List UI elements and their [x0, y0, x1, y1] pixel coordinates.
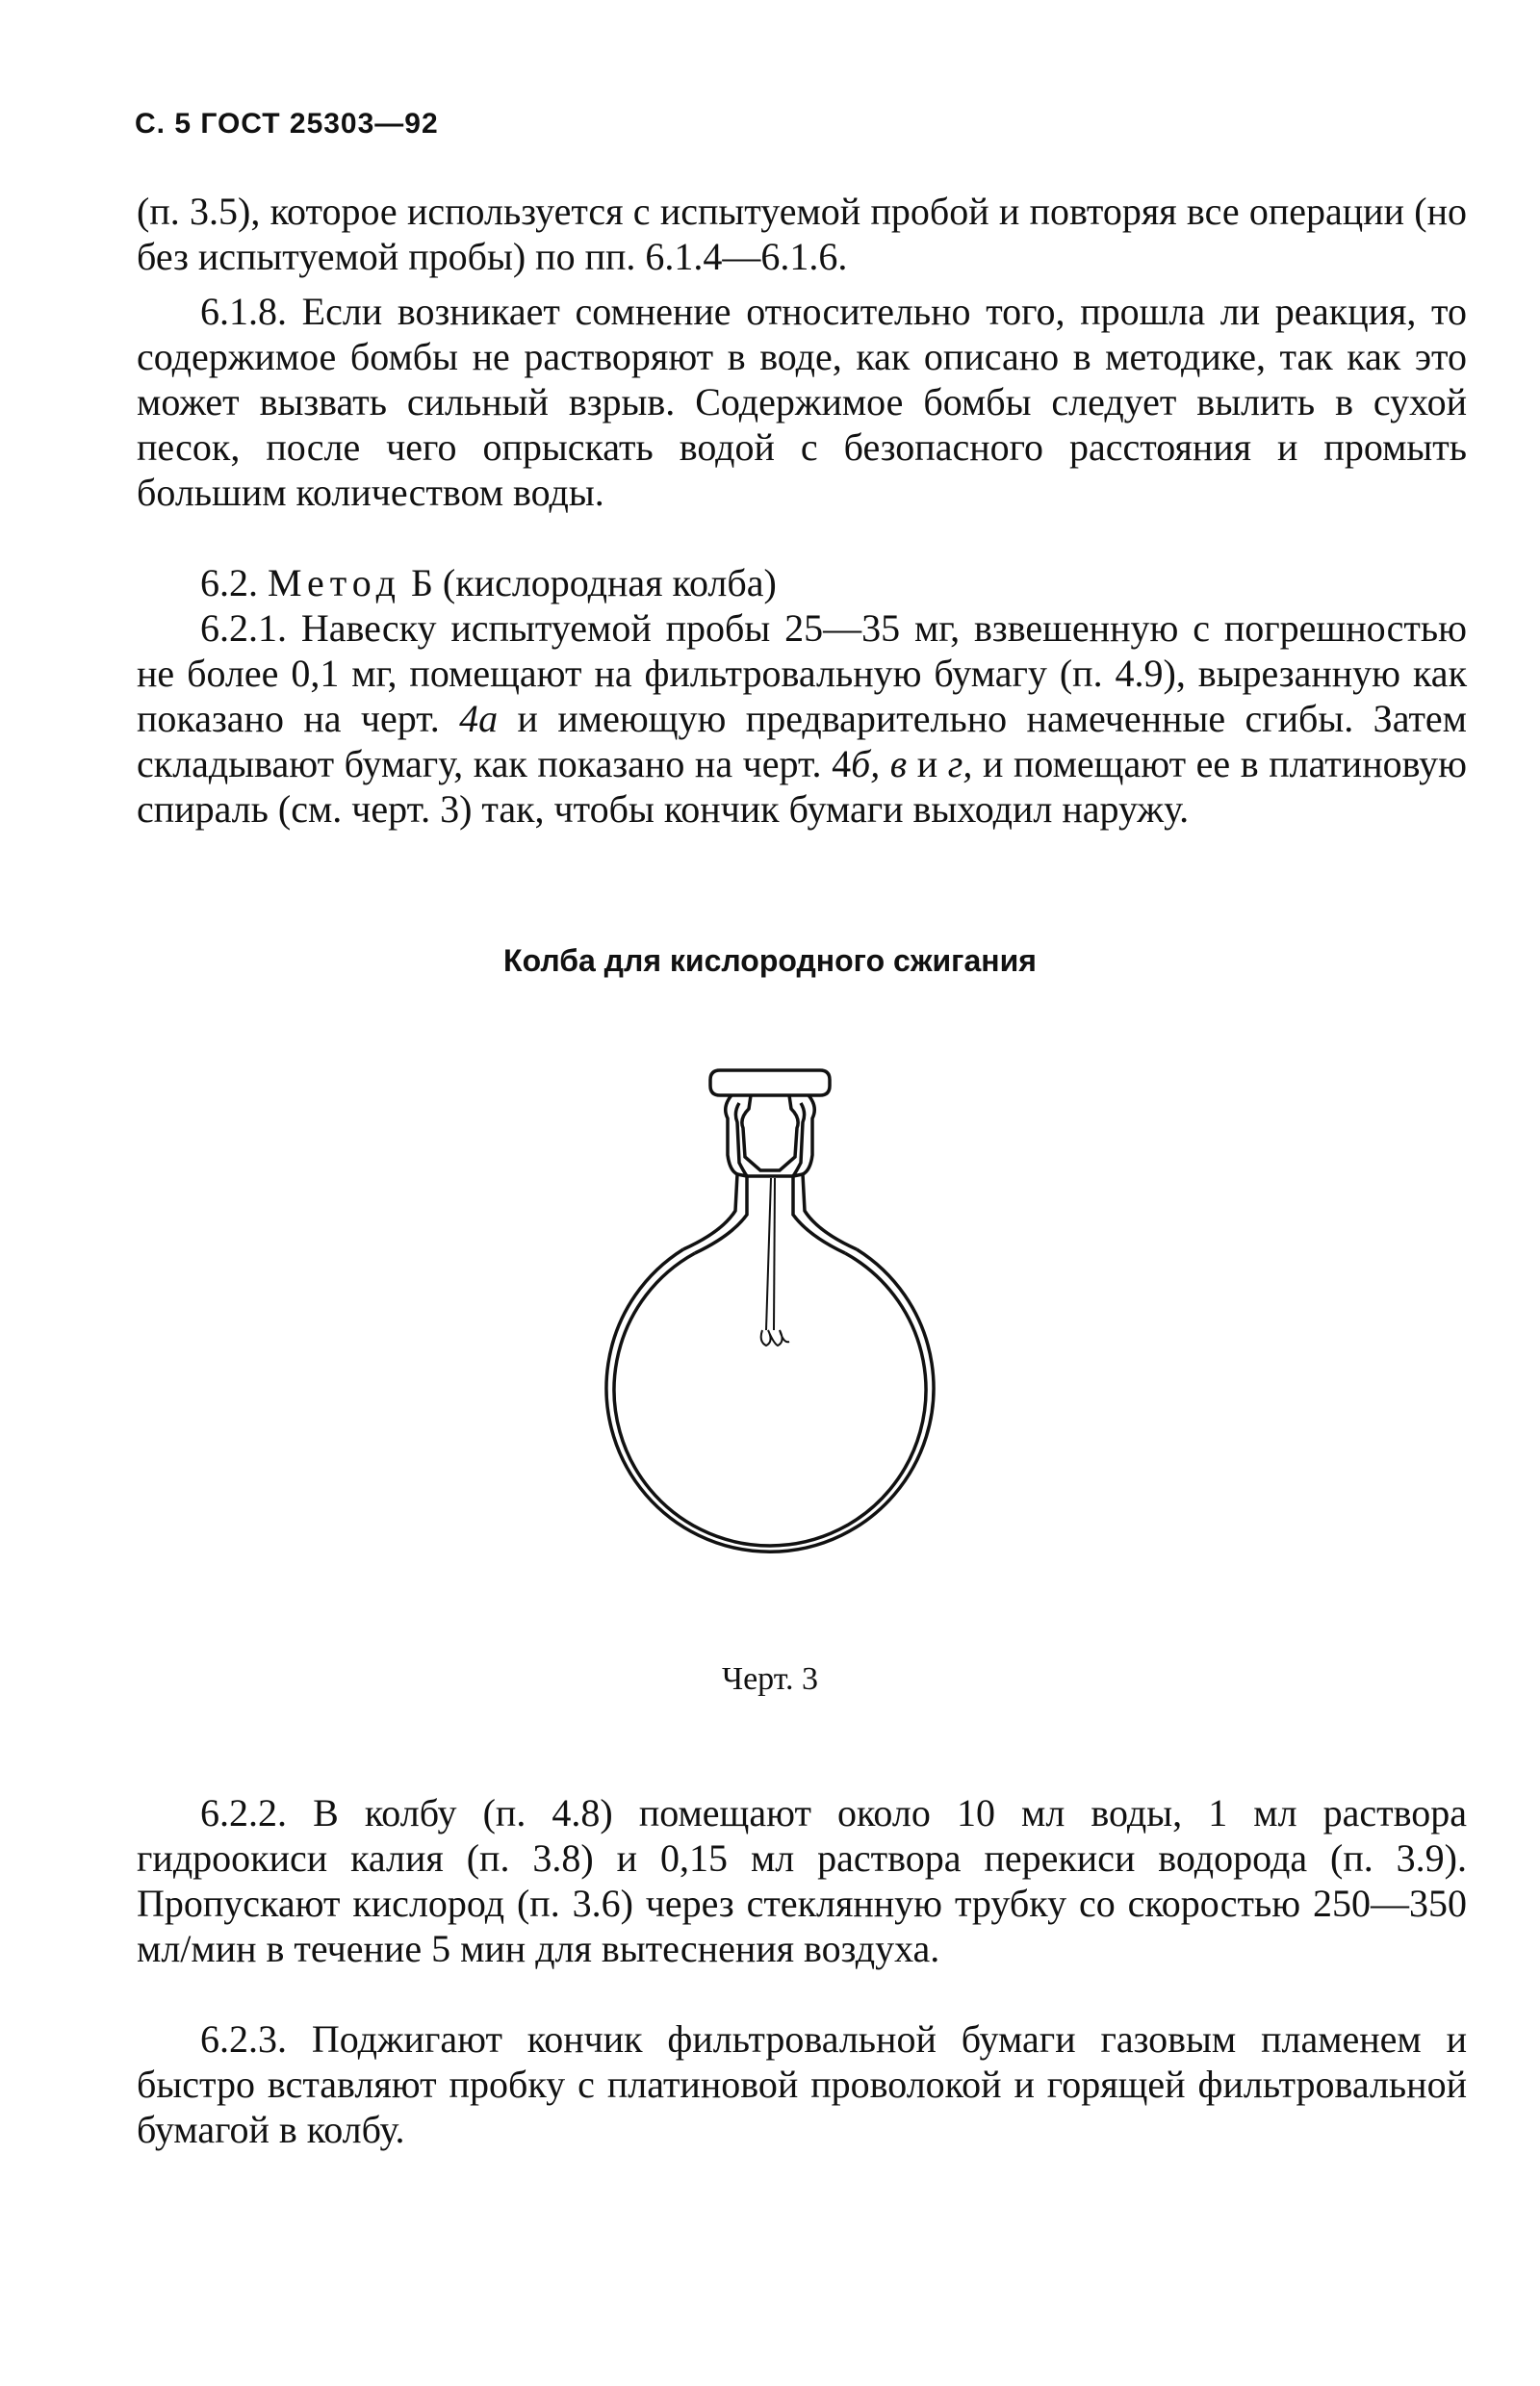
text-run: и имеющую предварительно намеченные сгибы. Затем складывают бумагу, как показано на черт. 4: [137, 697, 1467, 785]
paragraph-6-2-3: 6.2.3. Поджигают кончик фильтровальной бумаги газовым пламенем и быстро вставляют пробку с платиновой проволокой и горящей фильтровальной бумагой в колбу.: [137, 2017, 1467, 2151]
paragraph-6-2-2: 6.2.2. В колбу (п. 4.8) помещают около 10 мл воды, 1 мл раствора гидроокиси калия (п. 3.8) и 0,15 мл раствора перекиси водорода (п. 3.9). Пропускают кислород (п. 3.6) через стеклянную трубку со скоростью 250—350 мл/мин в течение 5 мин для вытеснения воздуха.: [137, 1791, 1467, 1970]
section-number: 6.2.: [200, 561, 258, 604]
paragraph-continuation: (п. 3.5), которое используется с испытуемой пробой и повторяя все операции (но без испытуемой пробы) по пп. 6.1.4—6.1.6.: [137, 190, 1467, 278]
figure-ref-4a: 4а: [459, 697, 499, 740]
stopper-plug: [742, 1095, 798, 1170]
flask-bulb: [606, 1249, 934, 1552]
figure-ref-4b-v: б, в: [851, 742, 908, 785]
text-run: и помещают ее в платиновую спираль (см. черт. 3) так, чтобы кончик бумаги выходил наружу.: [137, 742, 1468, 831]
paragraph-6-2-heading: [137, 560, 1467, 605]
method-label: Метод: [268, 561, 401, 604]
figure-label: Черт. 3: [721, 1661, 819, 1697]
paragraph-6-1-8: 6.1.8. Если возникает сомнение относительно того, прошла ли реакция, то содержимое бомбы не растворяют в воде, как описано в методике, так как это может вызвать сильный взрыв. Содержимое бомбы следует вылить в сухой песок, после чего опрыскать водой с безопасного расстояния и промыть большим количеством воды.: [137, 290, 1467, 514]
page-header: С. 5 ГОСТ 25303—92: [135, 108, 439, 140]
stopper-cap: [710, 1070, 830, 1095]
text-run: и: [907, 742, 948, 785]
platinum-wire: [766, 1178, 771, 1330]
platinum-spiral: [761, 1330, 789, 1346]
text-run: 6.2.1. Навеску испытуемой пробы 25—35 мг, взвешенную с погрешностью не более 0,1 мг, помещают на фильтровальную бумагу (п. 4.9), вырезанную как показано на черт.: [137, 606, 1467, 740]
oxygen-flask-drawing: [578, 1049, 962, 1627]
paragraph-6-2-1: [137, 605, 1467, 832]
figure-title: Колба для кислородного сжигания: [503, 943, 1037, 978]
flask-neck: [683, 1095, 737, 1249]
figure-ref-4g: г,: [947, 742, 973, 785]
method-name: Б (кислородная колба): [410, 561, 777, 604]
